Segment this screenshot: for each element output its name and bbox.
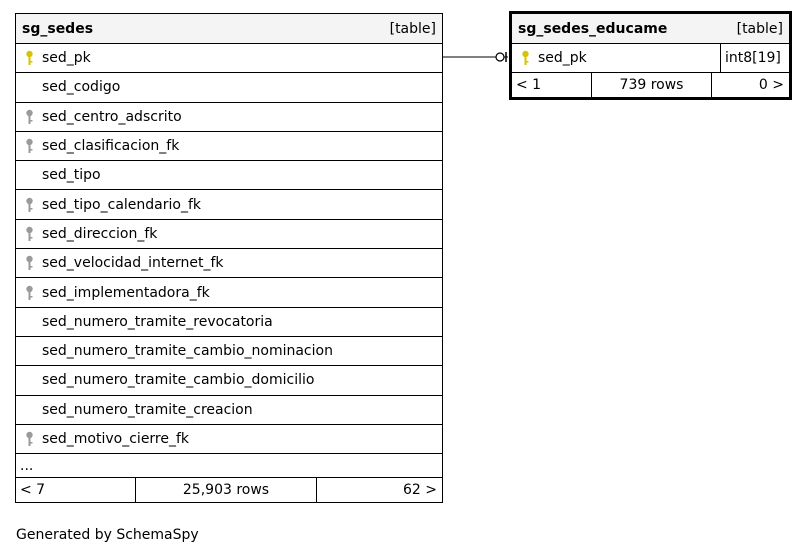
column-name-text: sed_codigo: [42, 79, 121, 96]
generator-credit: Generated by SchemaSpy: [16, 527, 199, 543]
column-name-text: sed_motivo_cierre_fk: [42, 431, 190, 447]
parents-count[interactable]: < 1: [516, 77, 542, 93]
column-name-text: sed_tipo_calendario_fk: [42, 196, 201, 213]
children-count[interactable]: 0 >: [758, 77, 784, 93]
zero-cardinality-icon: [496, 53, 504, 61]
column-name-text: sed_tipo: [42, 167, 101, 184]
more-columns-label: ...: [20, 457, 34, 474]
table-type-label: [table]: [389, 20, 436, 37]
column-name-text: sed_pk: [42, 50, 91, 67]
children-count[interactable]: 62 >: [403, 482, 437, 499]
column-name-text: sed_implementadora_fk: [42, 284, 210, 301]
row-count: 739 rows: [591, 73, 712, 97]
column-name-text: sed_numero_tramite_creacion: [42, 401, 253, 418]
column-name-text: sed_centro_adscrito: [42, 108, 182, 125]
column-name-text: sed_direccion_fk: [42, 225, 158, 242]
column-name-text: sed_numero_tramite_cambio_nominacion: [42, 343, 333, 360]
table-type-label: [table]: [736, 20, 783, 37]
table-name: sg_sedes: [22, 20, 94, 37]
column-type: int8[19]: [720, 44, 789, 72]
column-name-text: sed_pk: [538, 50, 587, 66]
parents-count[interactable]: < 7: [20, 482, 46, 499]
column-name-text: sed_numero_tramite_cambio_domicilio: [42, 372, 315, 389]
table-name: sg_sedes_educame: [518, 20, 668, 37]
column-name-text: sed_numero_tramite_revocatoria: [42, 313, 273, 330]
column-name-text: sed_clasificacion_fk: [42, 138, 180, 155]
column-name-text: sed_velocidad_internet_fk: [42, 255, 224, 272]
row-count: 25,903 rows: [135, 478, 317, 502]
